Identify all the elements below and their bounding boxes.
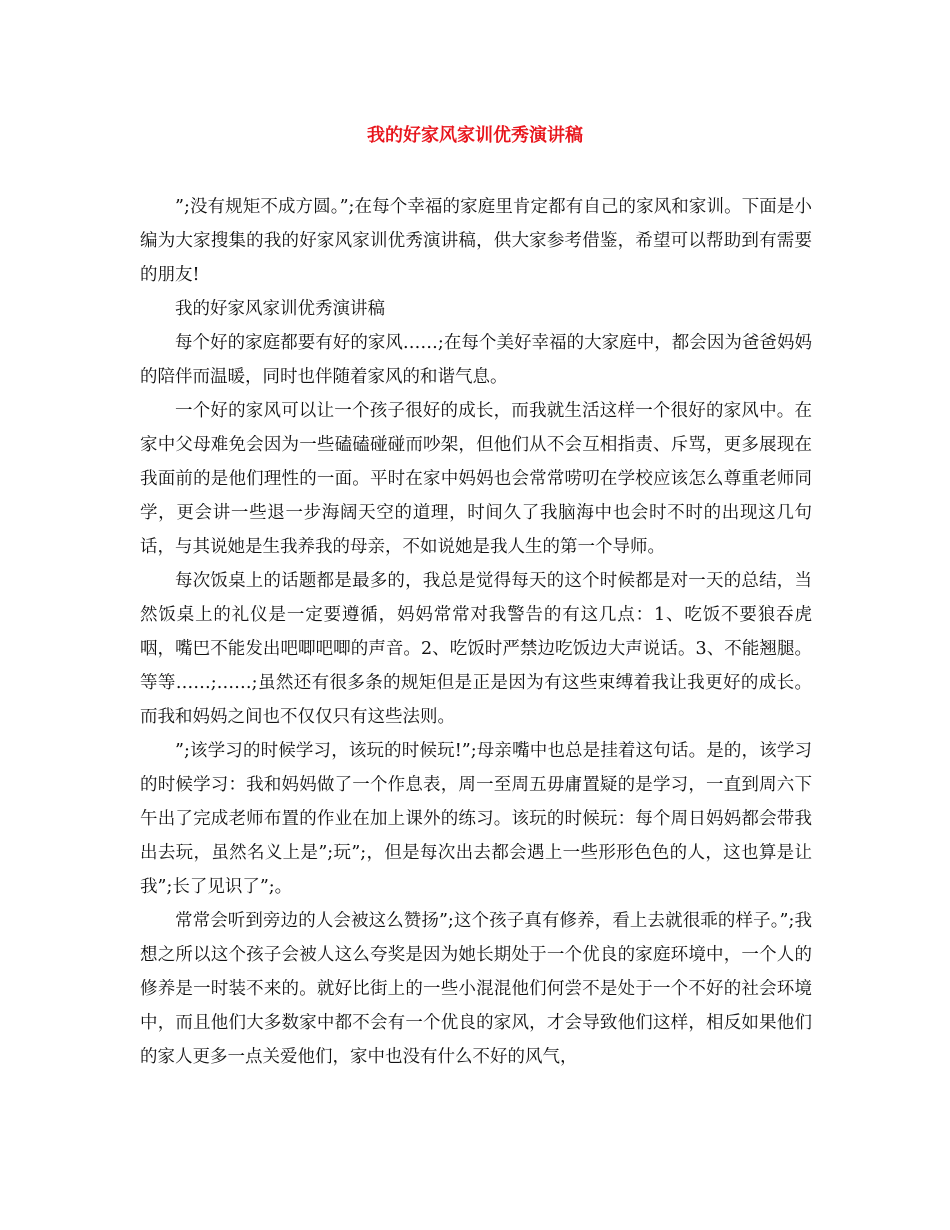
paragraph-intro: ”;没有规矩不成方圆。”;在每个幸福的家庭里肯定都有自己的家风和家训。下面是小编为大家搜集的我的好家风家训优秀演讲稿，供大家参考借鉴，希望可以帮助到有需要的朋友! bbox=[140, 197, 812, 285]
document-title: 我的好家风家训优秀演讲稿 bbox=[367, 125, 583, 146]
paragraph: 每个好的家庭都要有好的家风……;在每个美好幸福的大家庭中，都会因为爸爸妈妈的陪伴而温暖，同时也伴随着家风的和谐气息。 bbox=[140, 333, 812, 387]
paragraph-subtitle: 我的好家风家训优秀演讲稿 bbox=[175, 299, 385, 319]
paragraph: ”;该学习的时候学习，该玩的时候玩!”;母亲嘴中也总是挂着这句话。是的，该学习的时候学习：我和妈妈做了一个作息表，周一至周五毋庸置疑的是学习，一直到周六下午出了完成老师布置的作业在加上课外的练习。该玩的时候玩：每个周日妈妈都会带我出去玩，虽然名义上是”;玩”;，但是每次出去都会遇上一些形形色色的人，这也算是让我”;长了见识了”;。 bbox=[140, 741, 812, 897]
document-body bbox=[140, 190, 812, 1074]
paragraph: 一个好的家风可以让一个孩子很好的成长，而我就生活这样一个很好的家风中。在家中父母难免会因为一些磕磕碰碰而吵架，但他们从不会互相指责、斥骂，更多展现在我面前的是他们理性的一面。平时在家中妈妈也会常常唠叨在学校应该怎么尊重老师同学，更会讲一些退一步海阔天空的道理，时间久了我脑海中也会时不时的出现这几句话，与其说她是生我养我的母亲，不如说她是我人生的第一个导师。 bbox=[140, 401, 812, 557]
paragraph: 每次饭桌上的话题都是最多的，我总是觉得每天的这个时候都是对一天的总结，当然饭桌上的礼仪是一定要遵循，妈妈常常对我警告的有这几点：1、吃饭不要狼吞虎咽，嘴巴不能发出吧唧吧唧的声音。2、吃饭时严禁边吃饭边大声说话。3、不能翘腿。等等……;……;虽然还有很多条的规矩但是正是因为有这些束缚着我让我更好的成长。而我和妈妈之间也不仅仅只有这些法则。 bbox=[140, 571, 812, 727]
paragraph: 常常会听到旁边的人会被这么赞扬”;这个孩子真有修养，看上去就很乖的样子。”;我想之所以这个孩子会被人这么夸奖是因为她长期处于一个优良的家庭环境中，一个人的修养是一时装不来的。就好比街上的一些小混混他们何尝不是处于一个不好的社会环境中，而且他们大多数家中都不会有一个优良的家风，才会导致他们这样，相反如果他们的家人更多一点关爱他们，家中也没有什么不好的风气， bbox=[140, 911, 812, 1067]
